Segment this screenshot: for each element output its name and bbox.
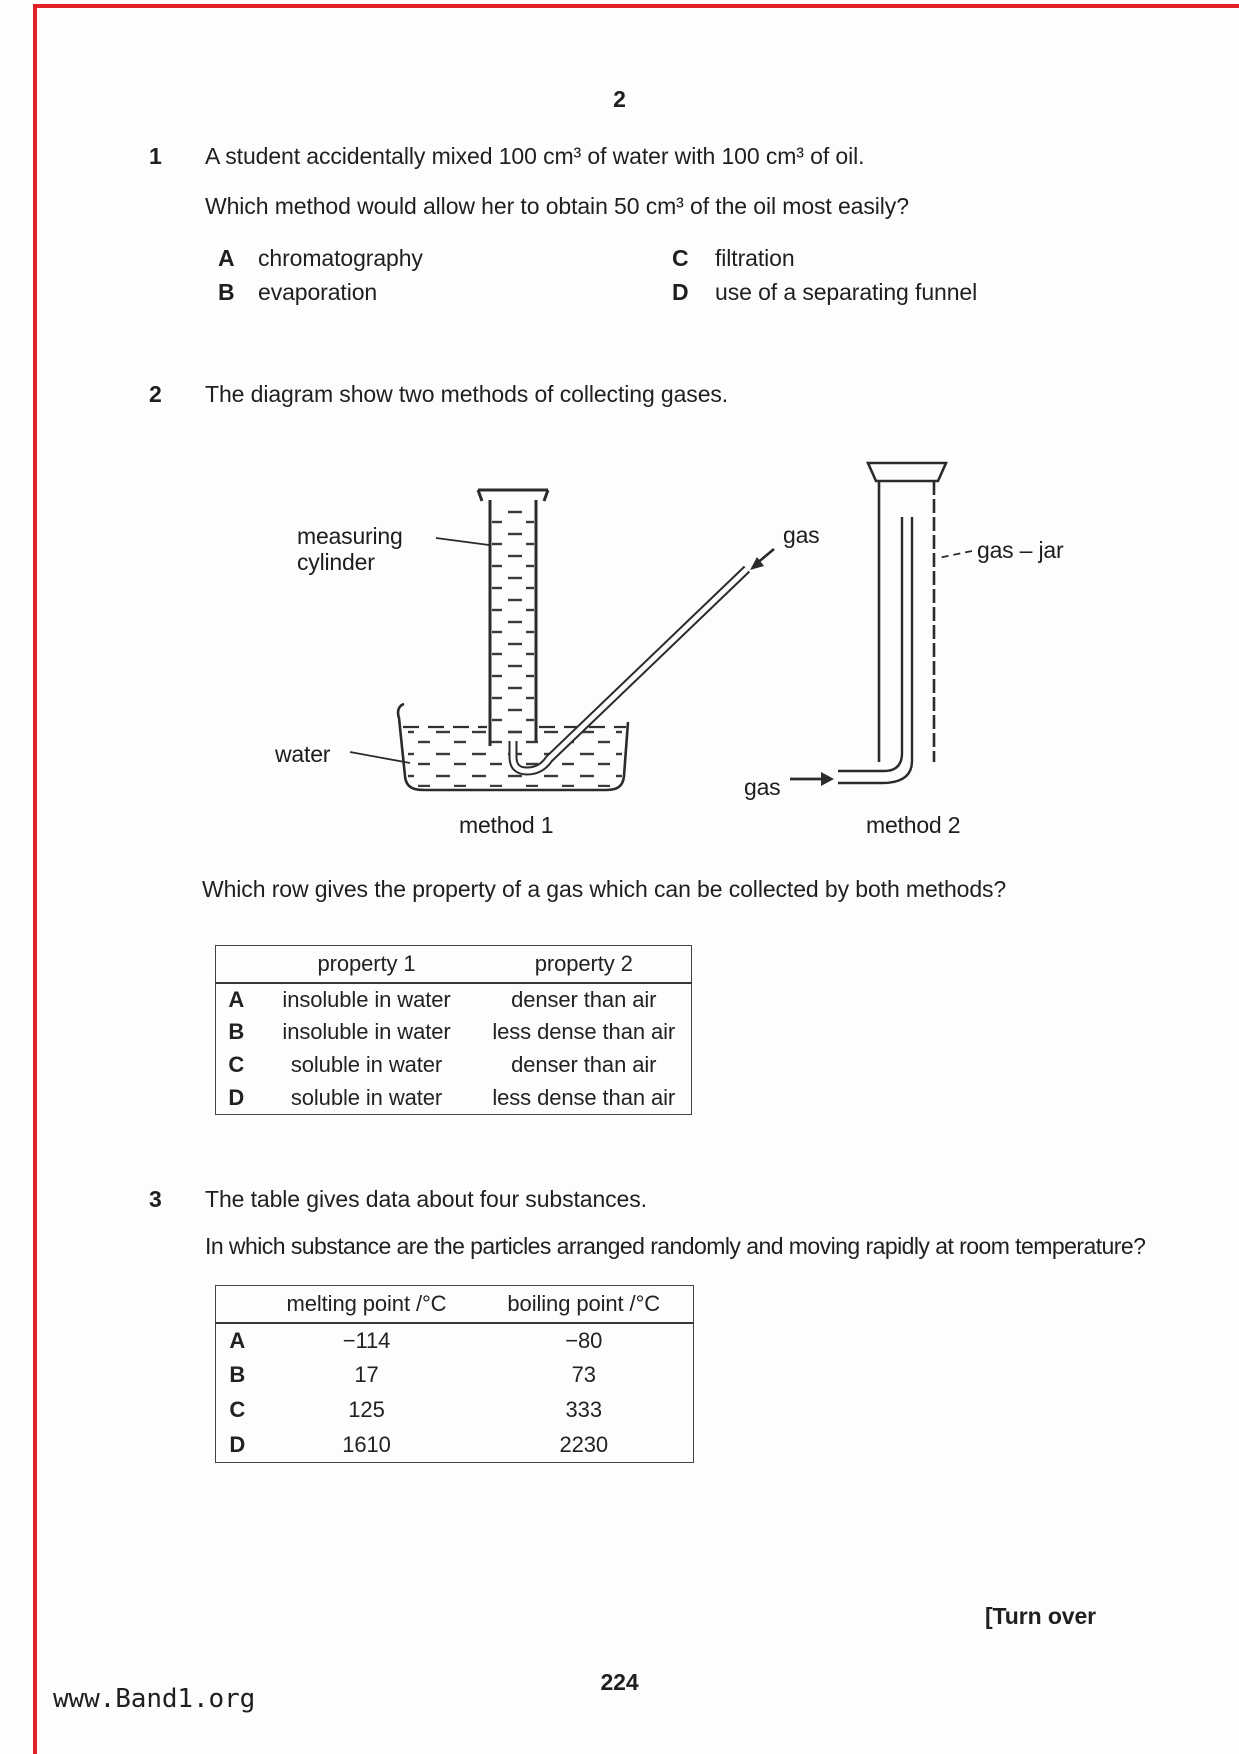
q3-row-d-bp: 2230 [559, 1431, 609, 1457]
q1-text-line1: A student accidentally mixed 100 cm³ of water with 100 cm³ of oil. [205, 143, 865, 169]
table-row [216, 1393, 694, 1428]
table-row [216, 1049, 692, 1082]
q1-option-b-letter: B [218, 279, 235, 305]
gas-arrow-top [750, 549, 774, 570]
q1-option-a-letter: A [218, 245, 235, 271]
q3-number: 3 [149, 1186, 162, 1212]
q1-option-b-label: evaporation [258, 279, 378, 305]
label-measuring-cylinder-line2: cylinder [297, 549, 375, 575]
q2-row-b-p1: insoluble in water [282, 1019, 451, 1044]
table-row [216, 1082, 692, 1115]
label-method-2: method 2 [866, 812, 961, 838]
method2-delivery-tube [838, 517, 912, 783]
q3-row-d-letter: D [229, 1431, 246, 1457]
label-gas-top: gas [783, 522, 820, 548]
q2-row-d-p1: soluble in water [290, 1084, 443, 1110]
table-row [216, 983, 692, 1016]
q2-row-a-p1: insoluble in water [282, 986, 451, 1012]
label-measuring-cylinder-line1: measuring [297, 523, 403, 549]
turn-over-note: [Turn over [985, 1603, 1097, 1629]
q2-row-c-p2: denser than air [511, 1052, 657, 1077]
q1-option-c-label: filtration [715, 245, 795, 271]
q2-row-c-letter: C [228, 1052, 245, 1077]
website-watermark: www.Band1.org [53, 1684, 256, 1714]
q1-number: 1 [149, 143, 162, 169]
q2-row-b-letter: B [228, 1019, 245, 1044]
q3-row-d-mp: 1610 [342, 1431, 391, 1457]
label-method-1: method 1 [459, 812, 554, 838]
q2-table-corner-cell [216, 946, 257, 983]
q3-row-c-letter: C [229, 1397, 246, 1422]
table-row [216, 1358, 694, 1393]
q2-row-c-p1: soluble in water [290, 1052, 443, 1077]
table-row [216, 1016, 692, 1049]
q3-table-header-boiling: boiling point /°C [475, 1286, 694, 1323]
label-gas-bottom: gas [744, 774, 781, 800]
q2-number: 2 [149, 381, 162, 407]
page-number: 2 [613, 86, 626, 112]
method1-measuring-cylinder [478, 490, 548, 746]
q1-option-d-letter: D [672, 279, 689, 305]
q2-property-table [215, 945, 692, 1115]
table-row [216, 1323, 694, 1358]
q3-text: The table gives data about four substances. [205, 1186, 647, 1212]
q1-text-line2: Which method would allow her to obtain 50 cm³ of the oil most easily? [205, 193, 909, 219]
q2-question: Which row gives the property of a gas which can be collected by both methods? [202, 876, 1007, 902]
q3-data-table [215, 1285, 694, 1463]
q3-table-corner-cell [216, 1286, 259, 1323]
q3-row-a-mp: −114 [342, 1327, 391, 1353]
q3-row-a-letter: A [229, 1327, 246, 1353]
q2-row-a-p2: denser than air [511, 986, 657, 1012]
footer-page-number: 224 [600, 1669, 639, 1695]
label-gas-jar: gas – jar [977, 537, 1064, 563]
q3-question: In which substance are the particles arranged randomly and moving rapidly at room temperature? [205, 1233, 1146, 1259]
q3-row-b-mp: 17 [354, 1362, 379, 1387]
q3-row-b-letter: B [229, 1362, 246, 1387]
q1-option-c-letter: C [672, 245, 689, 271]
q1-option-a-label: chromatography [258, 245, 423, 271]
q2-table-header-property1: property 1 [257, 946, 477, 983]
q2-row-d-p2: less dense than air [492, 1084, 676, 1110]
q3-row-c-mp: 125 [348, 1397, 385, 1422]
q3-row-b-bp: 73 [571, 1362, 596, 1387]
q3-row-c-bp: 333 [565, 1397, 602, 1422]
q2-table-header-property2: property 2 [477, 946, 692, 983]
gas-arrow-bottom [790, 772, 834, 786]
q3-table-header-melting: melting point /°C [259, 1286, 475, 1323]
q3-row-a-bp: −80 [565, 1327, 603, 1353]
q2-text: The diagram show two methods of collecting gases. [205, 381, 729, 407]
q2-row-b-p2: less dense than air [492, 1019, 676, 1044]
q2-row-d-letter: D [228, 1084, 245, 1110]
method2-gas-jar [868, 463, 946, 762]
table-row [216, 1428, 694, 1463]
q1-option-d-label: use of a separating funnel [715, 279, 978, 305]
label-water: water [275, 741, 331, 767]
q2-row-a-letter: A [228, 986, 245, 1012]
